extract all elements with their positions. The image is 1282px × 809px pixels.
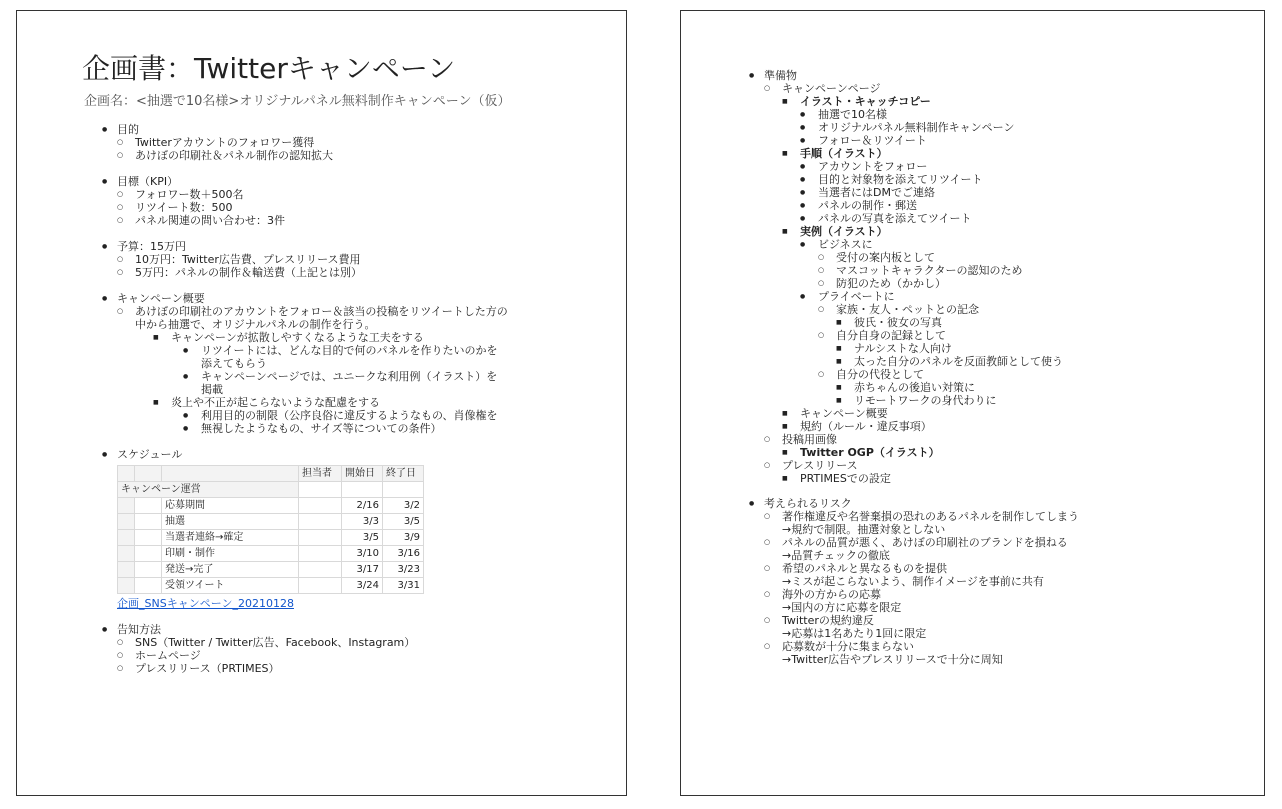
section-label: 告知方法 xyxy=(117,623,161,636)
section-schedule xyxy=(102,448,602,610)
list-item: キャンペーンが拡散しやすくなるような工夫をする xyxy=(171,331,424,344)
list-item: リツイート数：500 xyxy=(135,201,233,214)
list-item: 海外の方からの応募 →国内の方に応募を限定 xyxy=(782,588,902,614)
list-item: 希望のパネルと異なるものを提供 →ミスが起こらないよう、制作イメージを事前に共有 xyxy=(782,562,1044,588)
list-item: 手順（イラスト） xyxy=(800,147,888,160)
list-item: 家族・友人・ペットとの記念 xyxy=(836,303,979,316)
end-date: 3/23 xyxy=(383,562,424,578)
list-item: あけぼの印刷社＆パネル制作の認知拡大 xyxy=(135,149,333,162)
list-item: 当選者にはDMでご連絡 xyxy=(818,186,935,199)
list-item: 受付の案内板として xyxy=(836,251,935,264)
list-item: 実例（イラスト） xyxy=(800,225,888,238)
section-label: 予算：15万円 xyxy=(117,240,186,253)
list-item: Twitter OGP（イラスト） xyxy=(800,446,940,459)
list-item: 利用目的の制限（公序良俗に違反するようなもの、肖像権を xyxy=(201,409,498,422)
task-name: 当選者連絡→確定 xyxy=(162,530,299,546)
list-item: パネルの写真を添えてツイート xyxy=(818,212,972,225)
section-announce xyxy=(102,623,602,675)
list-item: ナルシストな人向け xyxy=(854,342,952,355)
list-item: 抽選で10名様 xyxy=(818,108,887,121)
list-item: SNS（Twitter / Twitter広告、Facebook、Instagram） xyxy=(135,636,416,649)
group-name: キャンペーン運営 xyxy=(118,482,299,498)
list-item: あけぼの印刷社のアカウントをフォロー＆該当の投稿をリツイートした方の 中から抽選で、オリジナルパネルの制作を行う。 xyxy=(135,305,508,331)
list-item: 投稿用画像 xyxy=(782,433,837,446)
header-owner: 担当者 xyxy=(299,466,342,482)
list-item: 防犯のため（かかし） xyxy=(836,277,946,290)
section-label: 目標（KPI） xyxy=(117,175,179,188)
list-item: プレスリリース xyxy=(782,459,858,472)
task-name: 応募期間 xyxy=(162,498,299,514)
list-item: プレスリリース（PRTIMES） xyxy=(135,662,280,675)
table-row xyxy=(118,578,424,594)
list-item: マスコットキャラクターの認知のため xyxy=(836,264,1023,277)
end-date: 3/31 xyxy=(383,578,424,594)
list-item: オリジナルパネル無料制作キャンペーン xyxy=(818,121,1015,134)
table-header-row xyxy=(118,466,424,482)
table-row xyxy=(118,498,424,514)
list-item: フォロワー数＋500名 xyxy=(135,188,244,201)
list-item: プライベートに xyxy=(818,290,895,303)
list-item: 10万円：Twitter広告費、プレスリリース費用 xyxy=(135,253,361,266)
schedule-link[interactable]: 企画_SNSキャンペーン_20210128 xyxy=(117,597,294,610)
list-item: ビジネスに xyxy=(818,238,873,251)
start-date: 3/17 xyxy=(342,562,383,578)
list-item: 規約（ルール・違反事項） xyxy=(800,420,932,433)
task-name: 受領ツイート xyxy=(162,578,299,594)
list-item: Twitterアカウントのフォロワー獲得 xyxy=(135,136,315,149)
start-date: 3/24 xyxy=(342,578,383,594)
task-name: 抽選 xyxy=(162,514,299,530)
list-item: パネル関連の問い合わせ：3件 xyxy=(135,214,285,227)
section-label: 目的 xyxy=(117,123,139,136)
section-label: キャンペーン概要 xyxy=(117,292,205,305)
list-item: ホームページ xyxy=(135,649,201,662)
list-item: リツイートには、どんな目的で何のパネルを作りたいのかを 添えてもらう xyxy=(201,344,498,370)
list-item: 太った自分のパネルを反面教師として使う xyxy=(854,355,1063,368)
table-row xyxy=(118,530,424,546)
page-1-content xyxy=(102,123,602,688)
section-budget xyxy=(102,240,602,279)
section-label: スケジュール xyxy=(117,448,183,461)
list-item: 5万円：パネルの制作＆輸送費（上記とは別） xyxy=(135,266,362,279)
table-row xyxy=(118,482,424,498)
list-item: Twitterの規約違反 →応募は1名あたり1回に限定 xyxy=(782,614,927,640)
list-item: キャンペーン概要 xyxy=(800,407,888,420)
schedule-table xyxy=(117,465,424,594)
document-page-2 xyxy=(680,10,1265,796)
list-item: アカウントをフォロー xyxy=(818,160,928,173)
task-name: 印刷・制作 xyxy=(162,546,299,562)
page-title: 企画書：Twitterキャンペーン xyxy=(82,52,456,85)
section-risks xyxy=(749,497,1249,666)
list-item: 無視したようなもの、サイズ等についての条件） xyxy=(201,422,442,435)
section-prep xyxy=(749,69,1249,485)
list-item: イラスト・キャッチコピー xyxy=(800,95,931,108)
table-row xyxy=(118,562,424,578)
list-item: 自分の代役として xyxy=(836,368,924,381)
list-item: キャンペーンページでは、ユニークな利用例（イラスト）を 掲載 xyxy=(201,370,498,396)
list-item: フォロー＆リツイート xyxy=(818,134,927,147)
list-item: リモートワークの身代わりに xyxy=(854,394,997,407)
end-date: 3/16 xyxy=(383,546,424,562)
document-page-1 xyxy=(16,10,627,796)
header-end: 終了日 xyxy=(383,466,424,482)
page-2-content xyxy=(749,69,1249,678)
page-subtitle: 企画名：<抽選で10名様>オリジナルパネル無料制作キャンペーン（仮） xyxy=(84,94,511,109)
section-label: 準備物 xyxy=(764,69,797,82)
start-date: 3/3 xyxy=(342,514,383,530)
list-item: 炎上や不正が起こらないような配慮をする xyxy=(171,396,380,409)
list-item: 著作権違反や名誉棄損の恐れのあるパネルを制作してしまう →規約で制限。抽選対象としない xyxy=(782,510,1079,536)
section-purpose xyxy=(102,123,602,162)
list-item: パネルの制作・郵送 xyxy=(818,199,917,212)
list-item: 赤ちゃんの後追い対策に xyxy=(854,381,975,394)
table-row xyxy=(118,514,424,530)
start-date: 3/5 xyxy=(342,530,383,546)
table-row xyxy=(118,546,424,562)
section-kpi xyxy=(102,175,602,227)
header-start: 開始日 xyxy=(342,466,383,482)
end-date: 3/2 xyxy=(383,498,424,514)
list-item: パネルの品質が悪く、あけぼの印刷社のブランドを損ねる →品質チェックの徹底 xyxy=(782,536,1068,562)
section-overview xyxy=(102,292,602,435)
list-item: 自分自身の記録として xyxy=(836,329,946,342)
list-item: 応募数が十分に集まらない →Twitter広告やプレスリリースで十分に周知 xyxy=(782,640,1003,666)
list-item: キャンペーンページ xyxy=(782,82,881,95)
list-item: 目的と対象物を添えてリツイート xyxy=(818,173,983,186)
end-date: 3/9 xyxy=(383,530,424,546)
end-date: 3/5 xyxy=(383,514,424,530)
start-date: 3/10 xyxy=(342,546,383,562)
section-label: 考えられるリスク xyxy=(764,497,852,510)
list-item: 彼氏・彼女の写真 xyxy=(854,316,942,329)
task-name: 発送→完了 xyxy=(162,562,299,578)
list-item: PRTIMESでの設定 xyxy=(800,472,891,485)
start-date: 2/16 xyxy=(342,498,383,514)
